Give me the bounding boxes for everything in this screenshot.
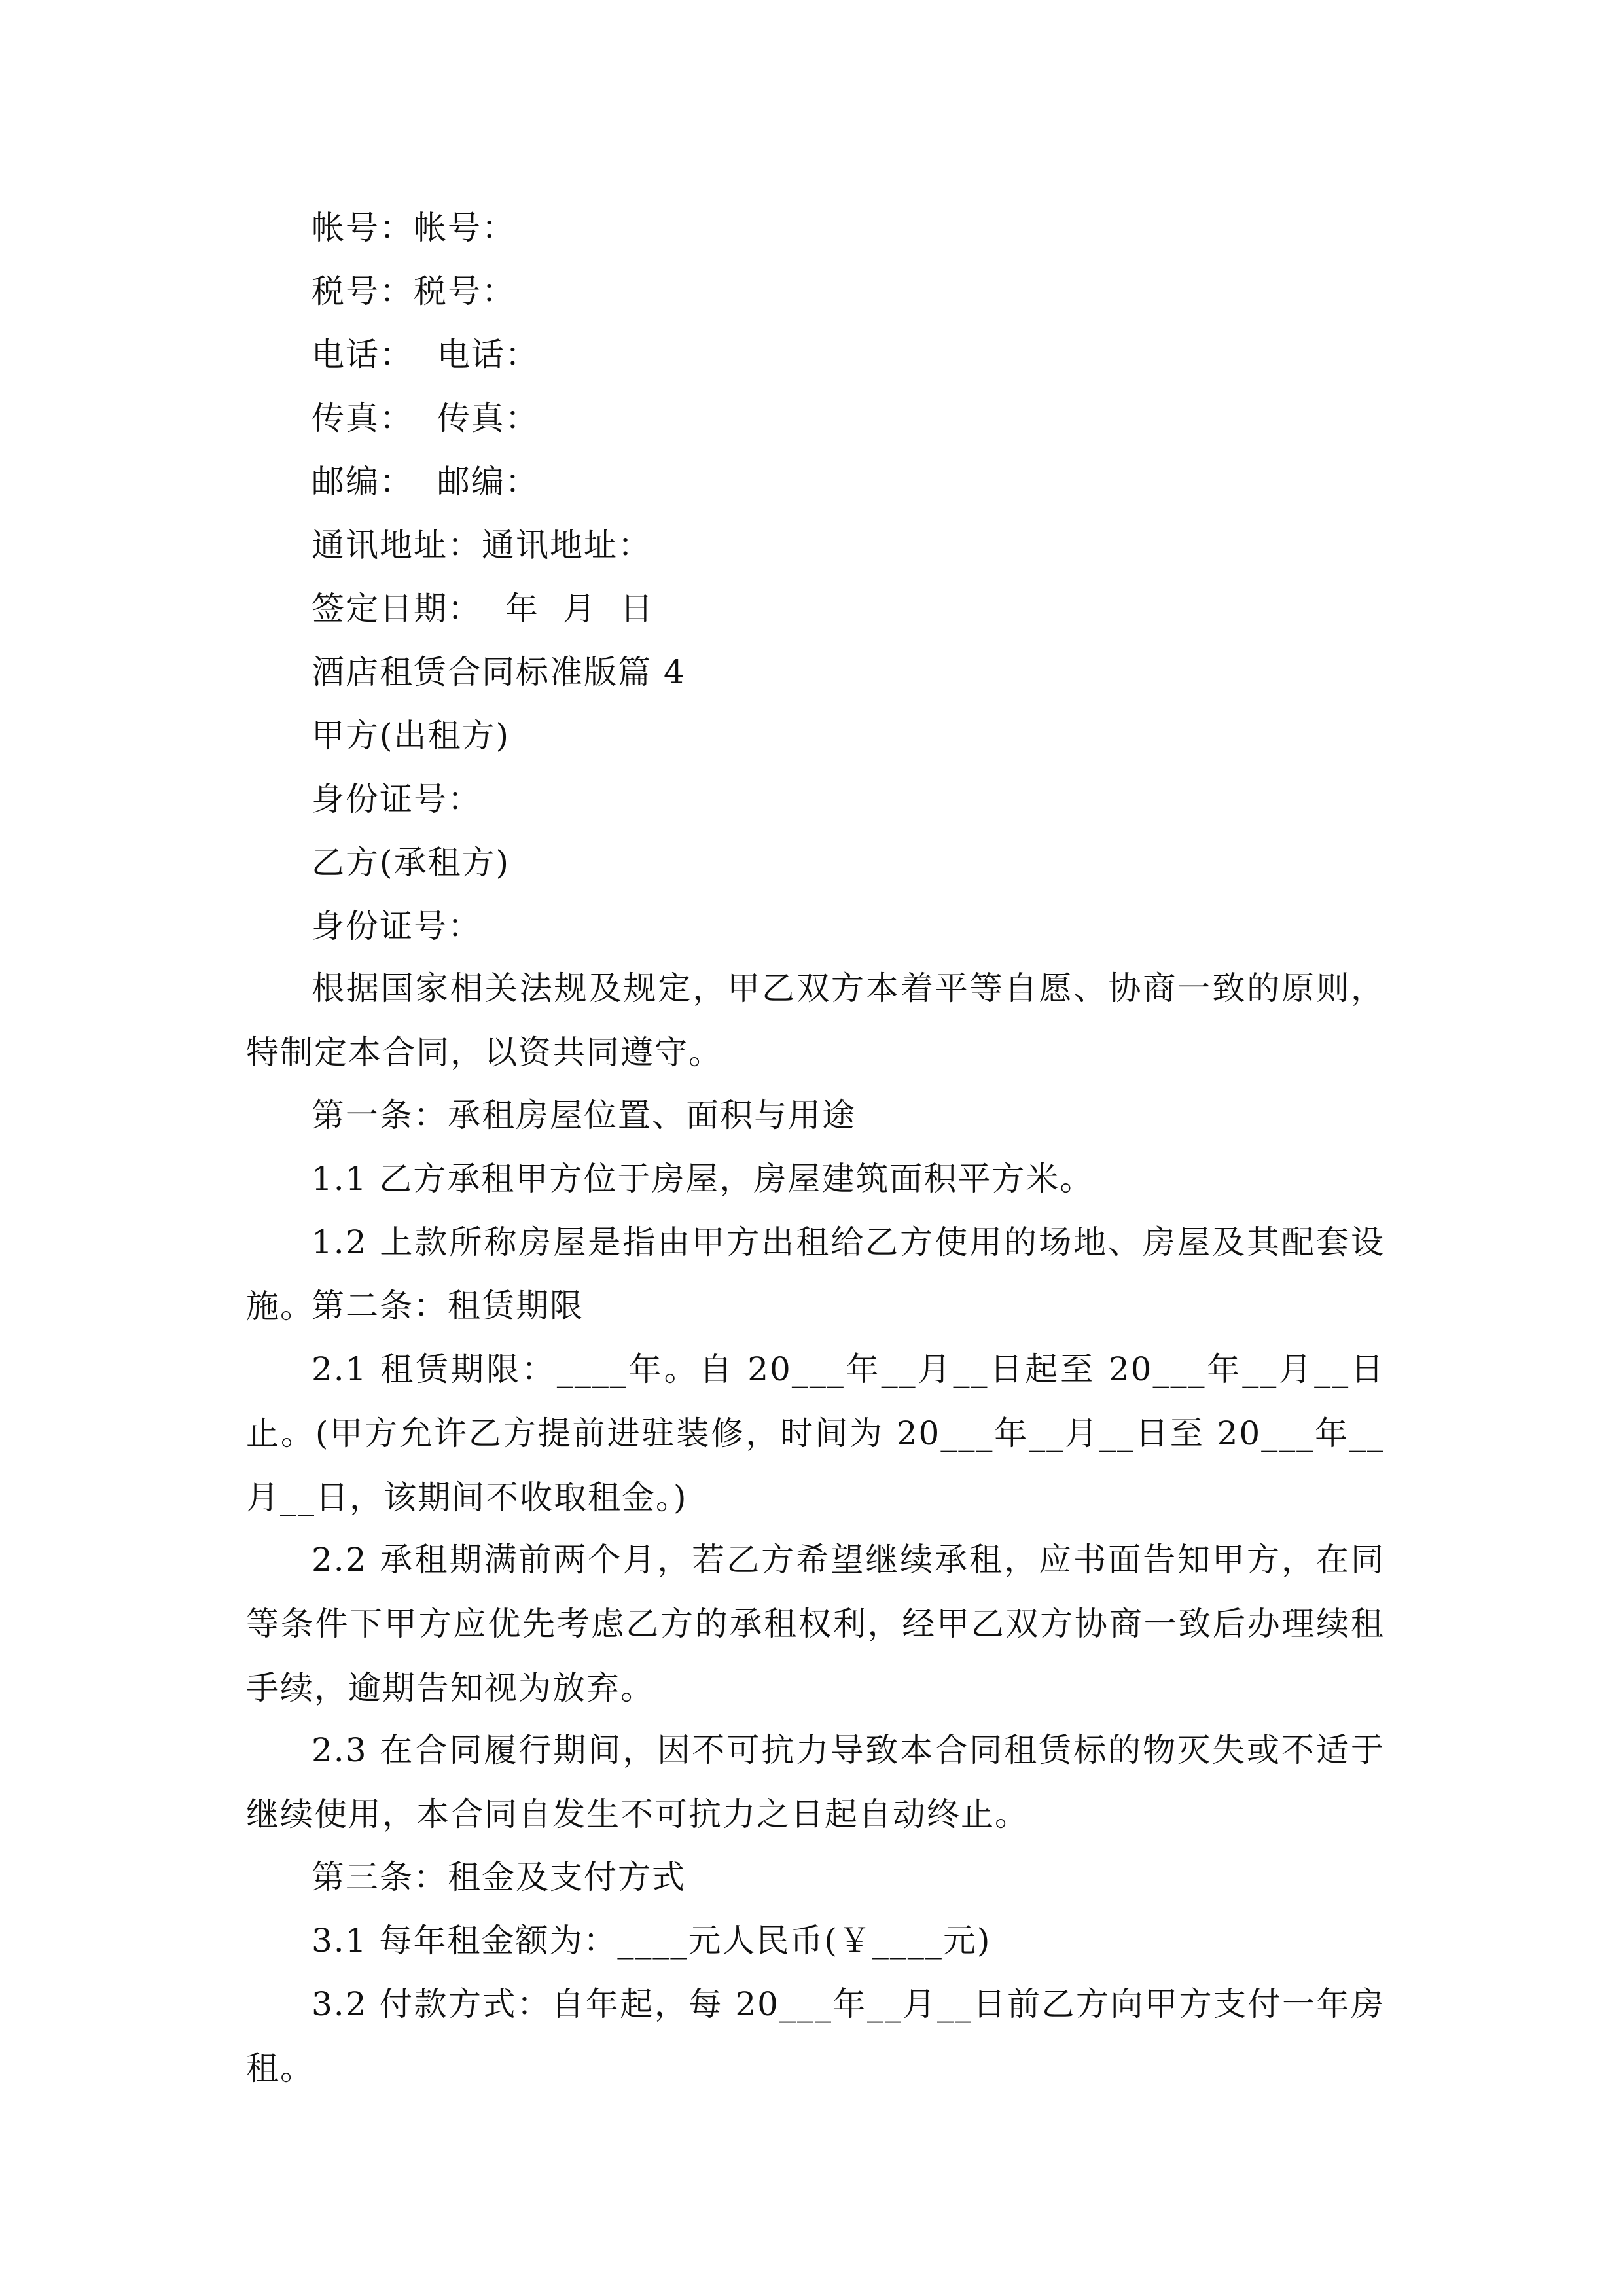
clause-2-3: 2.3 在合同履行期间，因不可抗力导致本合同租赁标的物灭失或不适于继续使用，本合同自发生不可抗力之日起自动终止。 xyxy=(246,1731,1385,1833)
clause-1-2: 1.2 上款所称房屋是指由甲方出租给乙方使用的场地、房屋及其配套设施。 xyxy=(246,1223,1385,1325)
sign-date-line: 签定日期： 年 月 日 xyxy=(312,590,654,628)
preamble-paragraph: 根据国家相关法规及规定，甲乙双方本着平等自愿、协商一致的原则，特制定本合同，以资共同遵守。 xyxy=(246,969,1385,1071)
fax-line: 传真： 传真： xyxy=(312,399,539,437)
postcode-line: 邮编： 邮编： xyxy=(312,463,539,501)
article-3-heading: 第三条：租金及支付方式 xyxy=(312,1858,686,1896)
address-line: 通讯地址：通讯地址： xyxy=(312,526,652,564)
clause-2-2: 2.2 承租期满前两个月，若乙方希望继续承租，应书面告知甲方，在同等条件下甲方应优先考虑乙方的承租权利，经甲乙双方协商一致后办理续租手续，逾期告知视为放弃。 xyxy=(246,1541,1385,1707)
article-1-heading: 第一条：承租房屋位置、面积与用途 xyxy=(312,1096,856,1134)
clause-1-1: 1.1 乙方承租甲方位于房屋，房屋建筑面积平方米。 xyxy=(312,1160,1094,1198)
phone-line: 电话： 电话： xyxy=(312,336,539,374)
party-b-line: 乙方(承租方) xyxy=(312,844,510,882)
party-a-line: 甲方(出租方) xyxy=(312,717,510,755)
account-line: 帐号：帐号： xyxy=(312,209,516,247)
party-a-id-line: 身份证号： xyxy=(312,780,482,818)
clause-3-2: 3.2 付款方式：自年起，每 20___年__月__日前乙方向甲方支付一年房租。 xyxy=(246,1985,1385,2087)
clause-3-1: 3.1 每年租金额为：____元人民币(￥____元) xyxy=(312,1922,991,1960)
tax-id-line: 税号：税号： xyxy=(312,272,516,310)
section-title: 酒店租赁合同标准版篇 4 xyxy=(312,653,686,691)
article-2-heading: 第二条：租赁期限 xyxy=(312,1287,584,1325)
party-b-id-line: 身份证号： xyxy=(312,907,482,945)
clause-2-1: 2.1 租赁期限：____年。自 20___年__月__日起至 20___年__月__日止。(甲方允许乙方提前进驻装修，时间为 20___年__月__日至 20___年__月__日，该期间不收取租金。) xyxy=(246,1350,1385,1516)
